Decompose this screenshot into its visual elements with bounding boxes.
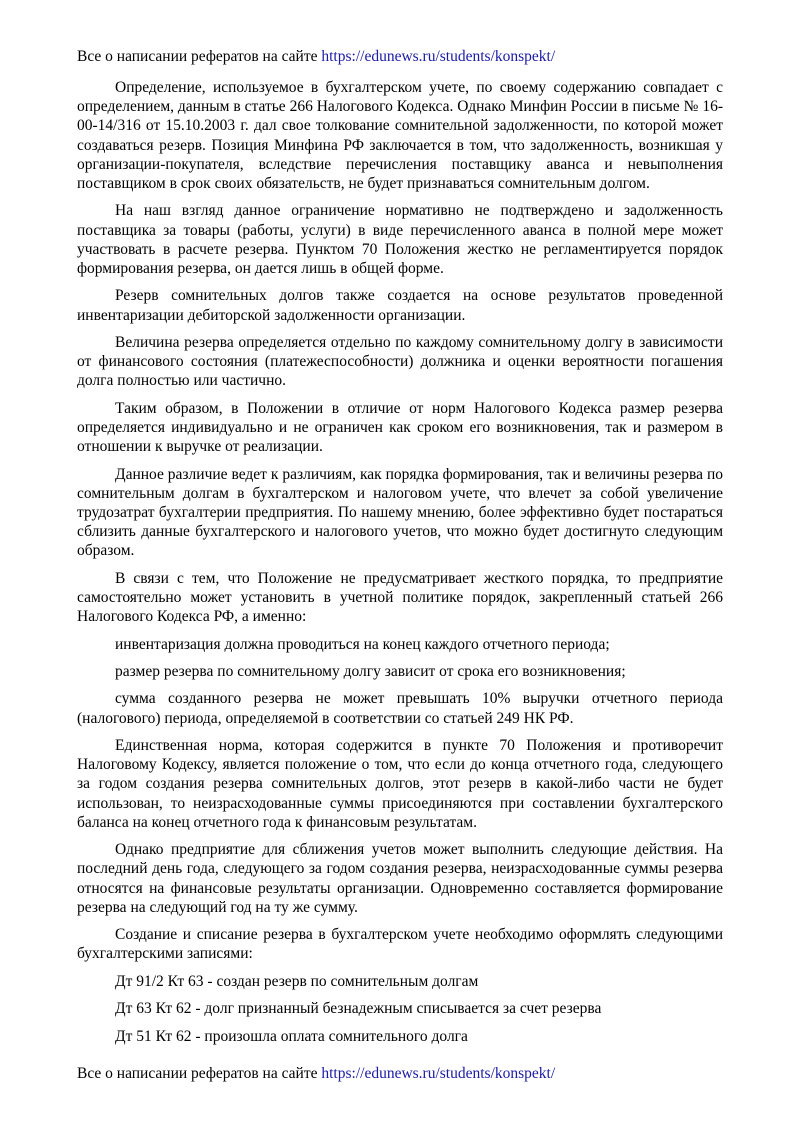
paragraph-3: Резерв сомнительных долгов также создается на основе результатов проведенной инвентаризации дебиторской задолженности организации.: [77, 287, 723, 324]
paragraph-5: Таким образом, в Положении в отличие от норм Налогового Кодекса размер резерва определяется индивидуально и не ограничен как сроком его возникновения, так и размером в отношении к выручке от реализации.: [77, 399, 723, 456]
paragraph-10: Создание и списание резерва в бухгалтерском учете необходимо оформлять следующими бухгалтерскими записями:: [77, 926, 723, 963]
paragraph-4: Величина резерва определяется отдельно по каждому сомнительному долгу в зависимости от финансового состояния (платежеспособности) должника и оценки вероятности погашения долга полностью или частично.: [77, 334, 723, 390]
list-item-3: сумма созданного резерва не может превышать 10% выручки отчетного периода (налогового) периода, определяемой в соответствии со статьей 249 НК РФ.: [77, 690, 723, 727]
footer-text: Все о написании рефератов на сайте: [77, 1065, 322, 1082]
list-item-1: инвентаризация должна проводиться на конец каждого отчетного периода;: [115, 635, 610, 653]
accounting-entry-3: Дт 51 Кт 62 - произошла оплата сомнительного долга: [115, 1027, 468, 1045]
paragraph-1: Определение, используемое в бухгалтерском учете, по своему содержанию совпадает с определением, данным в статье 266 Налогового Кодекса. Однако Минфин России в письме № 16-00-14/316 от 15.10.2003 г. дал свое толкование сомнительной задолженности, по которой может создаваться резерв. Позиция Минфина РФ заключается в том, что задолженность, возникшая у организации-покупателя, вследствие перечисления поставщику аванса и невыполнения поставщиком в срок своих обязательств, не будет признаваться сомнительным долгом.: [77, 79, 723, 193]
list-item-2: размер резерва по сомнительному долгу зависит от срока его возникновения;: [115, 662, 626, 680]
accounting-entry-1: Дт 91/2 Кт 63 - создан резерв по сомнительным долгам: [115, 972, 479, 990]
document-body: [77, 78, 723, 1054]
paragraph-2: На наш взгляд данное ограничение нормативно не подтверждено и задолженность поставщика за товары (работы, услуги) в виде перечисленного аванса в полной мере может участвовать в расчете резерва. Пунктом 70 Положения жестко не регламентируется порядок формирования резерва, он дается лишь в общей форме.: [77, 202, 723, 278]
paragraph-9: Однако предприятие для сближения учетов может выполнить следующие действия. На последний день года, следующего за годом создания резерва, неизрасходованные суммы резерва относятся на финансовые результаты организации. Одновременно составляется формирование резерва на следующий год на ту же сумму.: [77, 841, 723, 916]
page-footer: [77, 1064, 723, 1084]
accounting-entry-2: Дт 63 Кт 62 - долг признанный безнадежным списывается за счет резерва: [115, 1000, 602, 1018]
paragraph-8: Единственная норма, которая содержится в пункте 70 Положения и противоречит Налоговому Кодексу, является положение о том, что если до конца отчетного года, следующего за годом создания резерва сомнительных долгов, этот резерв в какой-либо части не будет использован, то неизрасходованные суммы присоединяются при составлении бухгалтерского баланса на конец отчетного года к финансовым результатам.: [77, 736, 723, 831]
header-link[interactable]: https://edunews.ru/students/konspekt/: [321, 48, 556, 65]
header-text: Все о написании рефератов на сайте: [77, 48, 322, 65]
footer-link[interactable]: https://edunews.ru/students/konspekt/: [321, 1065, 556, 1082]
page-header: [77, 47, 723, 67]
paragraph-6: Данное различие ведет к различиям, как порядка формирования, так и величины резерва по сомнительным долгам в бухгалтерском и налоговом учете, что влечет за собой увеличение трудозатрат бухгалтерии предприятия. По нашему мнению, более эффективно будет постараться сблизить данные бухгалтерского и налогового учетов, что можно будет достигнуто следующим образом.: [77, 465, 723, 560]
paragraph-7: В связи с тем, что Положение не предусматривает жесткого порядка, то предприятие самостоятельно может установить в учетной политике порядок, закрепленный статьей 266 Налогового Кодекса РФ, а именно:: [77, 569, 723, 626]
